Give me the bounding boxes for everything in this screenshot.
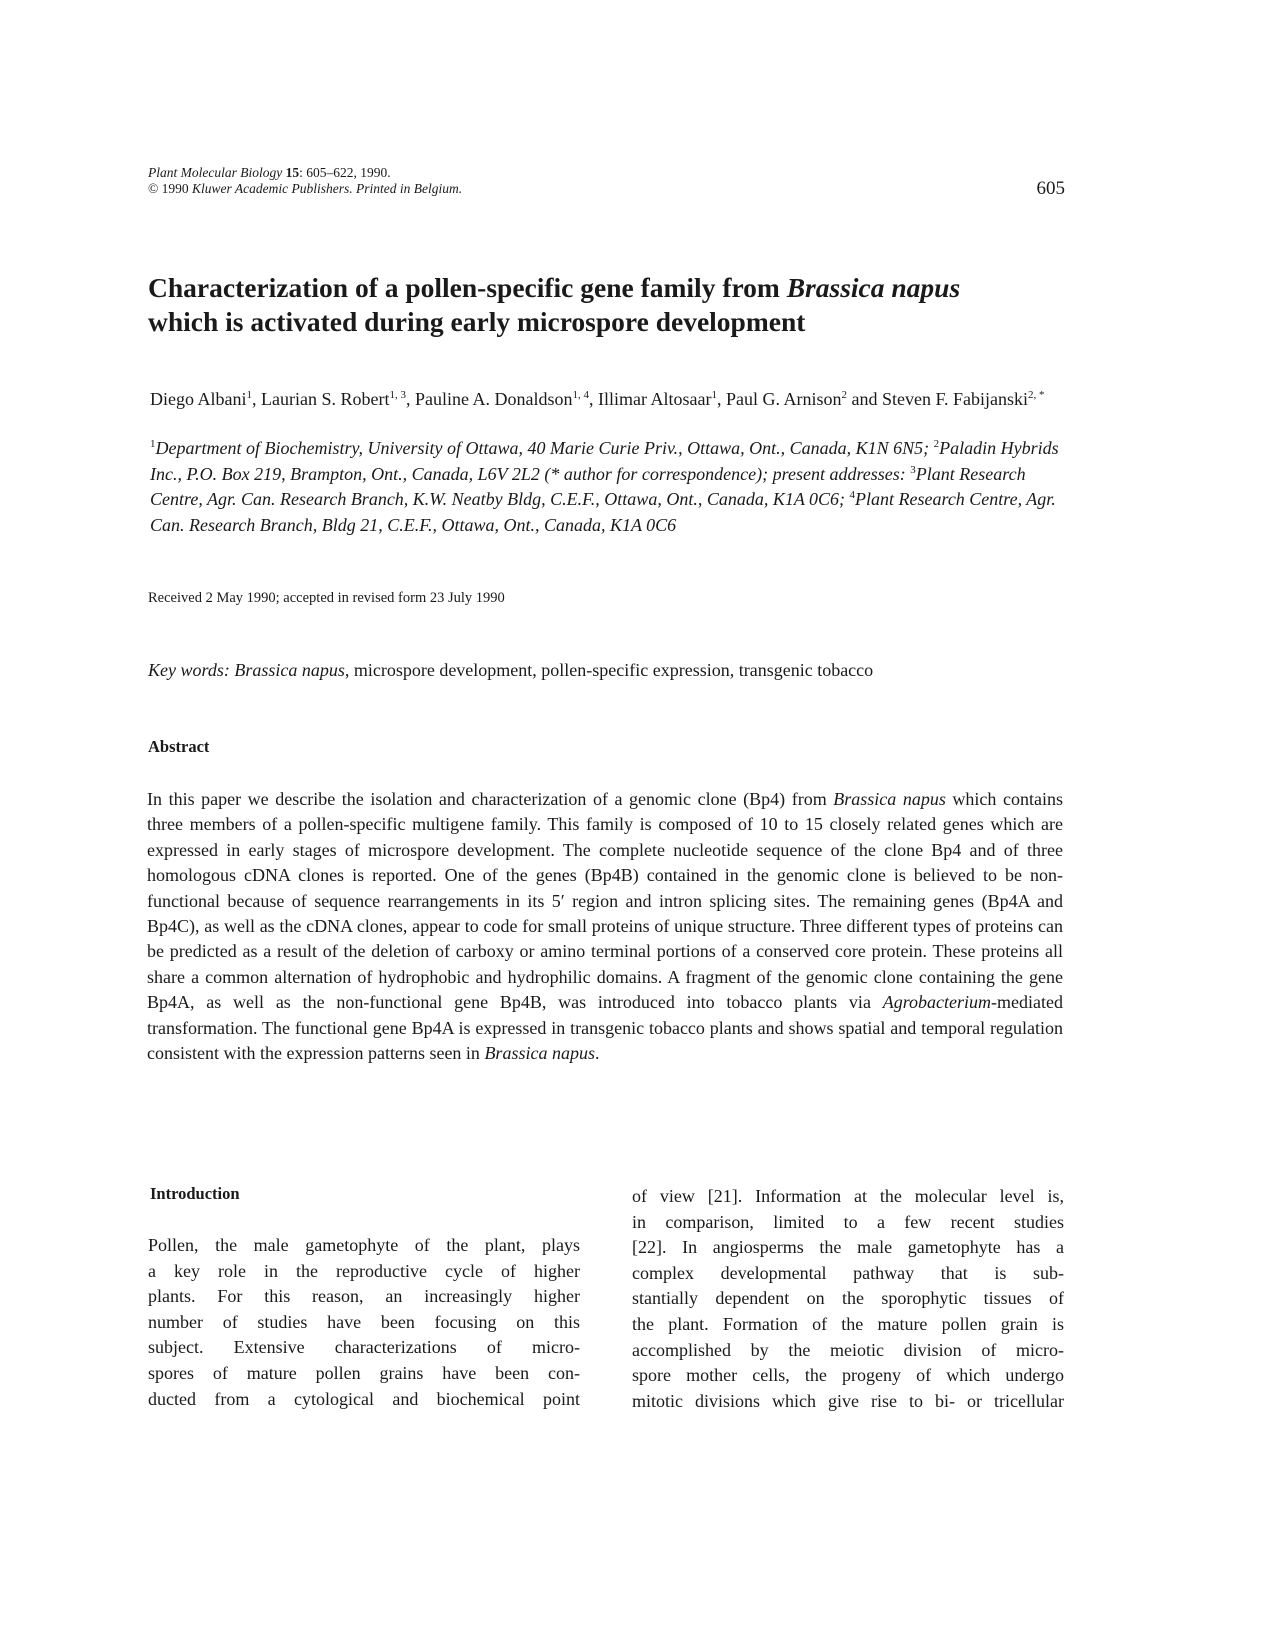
text-line: number of studies have been focusing on this (148, 1311, 580, 1332)
abstract-text-4: . (594, 1043, 600, 1064)
title-species: Brassica napus (786, 272, 961, 303)
journal-citation-line (148, 165, 1068, 181)
journal-header (148, 165, 1068, 197)
title-part-2: which is activated during early microspore development (148, 306, 806, 337)
author-separator: , (405, 389, 415, 409)
title-part-1: Characterization of a pollen-specific gene family from (148, 272, 787, 303)
text-line: of view [21]. Information at the molecular level is, (632, 1186, 1064, 1206)
keyword-species: Brassica napus (234, 660, 345, 680)
publisher: Kluwer Academic Publishers. Printed in Belgium. (192, 181, 463, 196)
author-affiliation-mark: 1 (711, 389, 717, 401)
author-list (150, 387, 1090, 412)
affiliation-3: Plant Research Centre, Agr. Can. Research Branch, K.W. Neatby Bldg, C.E.F., Ottawa, Ont., Canada, K1A 0C6; (150, 463, 1026, 509)
affiliation-mark: 2 (933, 438, 940, 450)
affiliation-2: Paladin Hybrids Inc., P.O. Box 219, Brampton, Ont., Canada, L6V 2L2 (* author for correspondence); present addresses: (150, 438, 1059, 484)
affiliation-mark: 4 (849, 489, 855, 501)
journal-volume: 15 (285, 165, 300, 180)
author-name: Steven F. Fabijanski (881, 389, 1029, 409)
text-line: accomplished by the meiotic division of micro- (632, 1339, 1064, 1360)
keywords (148, 660, 1088, 681)
author-name: Diego Albani (150, 389, 247, 409)
text-line: spore mother cells, the progeny of which undergo (632, 1365, 1064, 1386)
text-line: mitotic divisions which give rise to bi- or tricellular (632, 1390, 1064, 1411)
author-affiliation-mark: 2 (841, 389, 847, 401)
author-separator: , (252, 389, 261, 409)
affiliation-4: Plant Research Centre, Agr. Can. Research Branch, Bldg 21, C.E.F., Ottawa, Ont., Canada, K1A 0C6 (150, 489, 1056, 535)
affiliation-mark: 3 (910, 463, 916, 476)
text-line: in comparison, limited to a few recent studies (632, 1211, 1064, 1232)
author-affiliation-mark: 1, 4 (572, 389, 589, 401)
abstract-species-2: Brassica napus (484, 1043, 595, 1064)
copyright-line (148, 181, 1068, 197)
journal-pages-year: : 605–622, 1990. (299, 165, 391, 180)
abstract-heading: Abstract (148, 737, 210, 756)
author-affiliation-mark: 1, 3 (389, 389, 406, 401)
affiliations (150, 436, 1080, 538)
affiliation-1: Department of Biochemistry, University of Ottawa, 40 Marie Curie Priv., Ottawa, Ont., Canada, K1N 6N5; (155, 438, 934, 458)
text-line: spores of mature pollen grains have been con- (148, 1362, 580, 1383)
journal-name: Plant Molecular Biology (148, 165, 283, 180)
abstract-text-2: which contains three members of a pollen-specific multigene family. This family is composed of 10 to 15 closely related genes which are expressed in early stages of microspore development. The complete nucleotide sequence of the clone Bp4 and of three homologous cDNA clones is reported. One of the genes (Bp4B) contained in the genomic clone is believed to be non-functional because of sequence rearrangements in its 5′ region and intron splicing sites. The remaining genes (Bp4A and Bp4C), as well as the cDNA clones, appear to code for small proteins of unique structure. Three different types of proteins can be predicted as a result of the deletion of carboxy or amino terminal portions of a conserved core protein. These proteins all share a common alternation of hydrophobic and hydrophilic domains. A fragment of the genomic clone containing the gene Bp4A, as well as the non-functional gene Bp4B, was introduced into tobacco plants via (147, 789, 1063, 1013)
author-name: Illimar Altosaar (597, 389, 712, 409)
introduction-right-column (632, 1184, 1064, 1414)
author-separator: , (588, 389, 598, 409)
abstract-species-1: Brassica napus (833, 789, 946, 809)
keywords-label: Key words: (148, 660, 230, 680)
copyright-prefix: © 1990 (148, 181, 193, 196)
author-affiliation-mark: 2, * (1028, 389, 1045, 401)
author-name: Pauline A. Donaldson (414, 389, 573, 409)
text-line: Pollen, the male gametophyte of the plant, plays (148, 1235, 580, 1255)
abstract-text-1: In this paper we describe the isolation and characterization of a genomic clone (Bp4) from (147, 789, 834, 809)
text-line: [22]. In angiosperms the male gametophyte has a (632, 1237, 1064, 1258)
introduction-left-column (148, 1233, 580, 1412)
keywords-rest: , microspore development, pollen-specific expression, transgenic tobacco (344, 660, 874, 680)
abstract-body (147, 787, 1063, 1066)
text-line: stantially dependent on the sporophytic tissues of (632, 1288, 1064, 1309)
introduction-heading: Introduction (150, 1184, 240, 1203)
text-line: a key role in the reproductive cycle of higher (148, 1260, 580, 1281)
paper-title (148, 271, 1088, 339)
text-line: subject. Extensive characterizations of micro- (148, 1337, 580, 1358)
page-number: 605 (1036, 178, 1065, 199)
abstract-agrobacterium: Agrobacterium (882, 992, 992, 1013)
abstract-text-3: -mediated transformation. The functional gene Bp4A is expressed in transgenic tobacco plants and shows spatial and temporal regulation consistent with the expression patterns seen in (147, 992, 1063, 1064)
received-dates: Received 2 May 1990; accepted in revised form 23 July 1990 (148, 590, 505, 606)
text-line: the plant. Formation of the mature pollen grain is (632, 1313, 1064, 1334)
author-name: Laurian S. Robert (261, 389, 390, 409)
author-separator: and (846, 389, 882, 409)
text-line: plants. For this reason, an increasingly higher (148, 1286, 580, 1307)
text-line: ducted from a cytological and biochemical point (148, 1388, 580, 1409)
affiliation-mark: 1 (150, 438, 156, 450)
author-affiliation-mark: 1 (246, 389, 252, 401)
author-name: Paul G. Arnison (725, 389, 842, 409)
text-line: complex developmental pathway that is sub- (632, 1262, 1064, 1283)
author-separator: , (716, 389, 726, 409)
